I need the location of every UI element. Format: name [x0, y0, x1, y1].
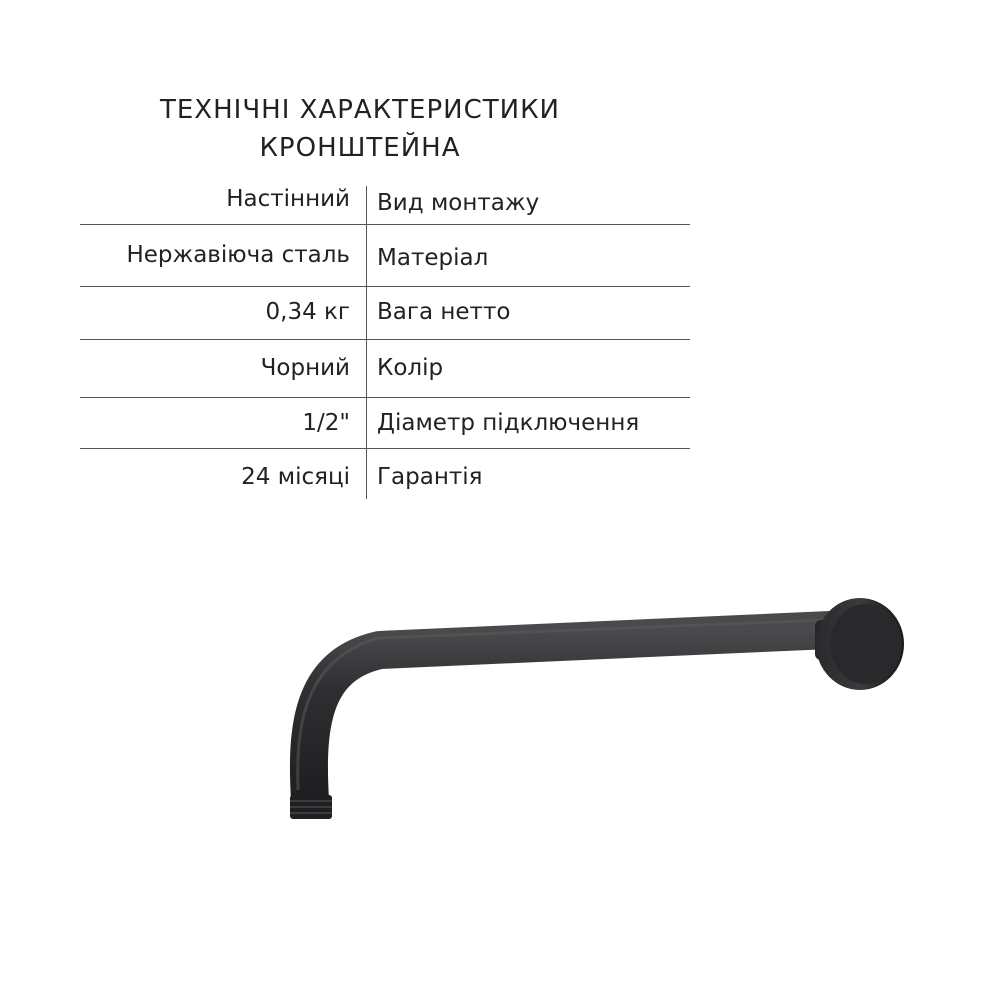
- spec-row-material: [80, 225, 690, 287]
- spec-label: Колір: [377, 355, 444, 381]
- page-title-subtitle: КРОНШТЕЙНА: [259, 133, 461, 163]
- spec-row-warranty: [80, 449, 690, 499]
- spec-label: Вага нетто: [377, 299, 511, 325]
- spec-value: 1/2": [302, 410, 350, 436]
- spec-label: Гарантія: [377, 464, 483, 490]
- spec-value: Чорний: [260, 355, 350, 381]
- spec-table: [80, 186, 690, 499]
- spec-value: 24 місяці: [241, 464, 350, 490]
- spec-label: Вид монтажу: [377, 190, 540, 216]
- shower-arm-illustration: [270, 590, 910, 830]
- spec-label: Матеріал: [377, 245, 489, 271]
- spec-label: Діаметр підключення: [377, 410, 640, 436]
- page-title: ТЕХНІЧНІ ХАРАКТЕРИСТИКИ: [160, 95, 560, 125]
- spec-row-color: [80, 340, 690, 398]
- spec-value: Нержавіюча сталь: [126, 242, 350, 268]
- spec-value: Настінний: [226, 186, 350, 212]
- spec-row-weight: [80, 287, 690, 340]
- spec-row-diameter: [80, 398, 690, 449]
- spec-value: 0,34 кг: [265, 299, 350, 325]
- spec-row-mounting: [80, 186, 690, 225]
